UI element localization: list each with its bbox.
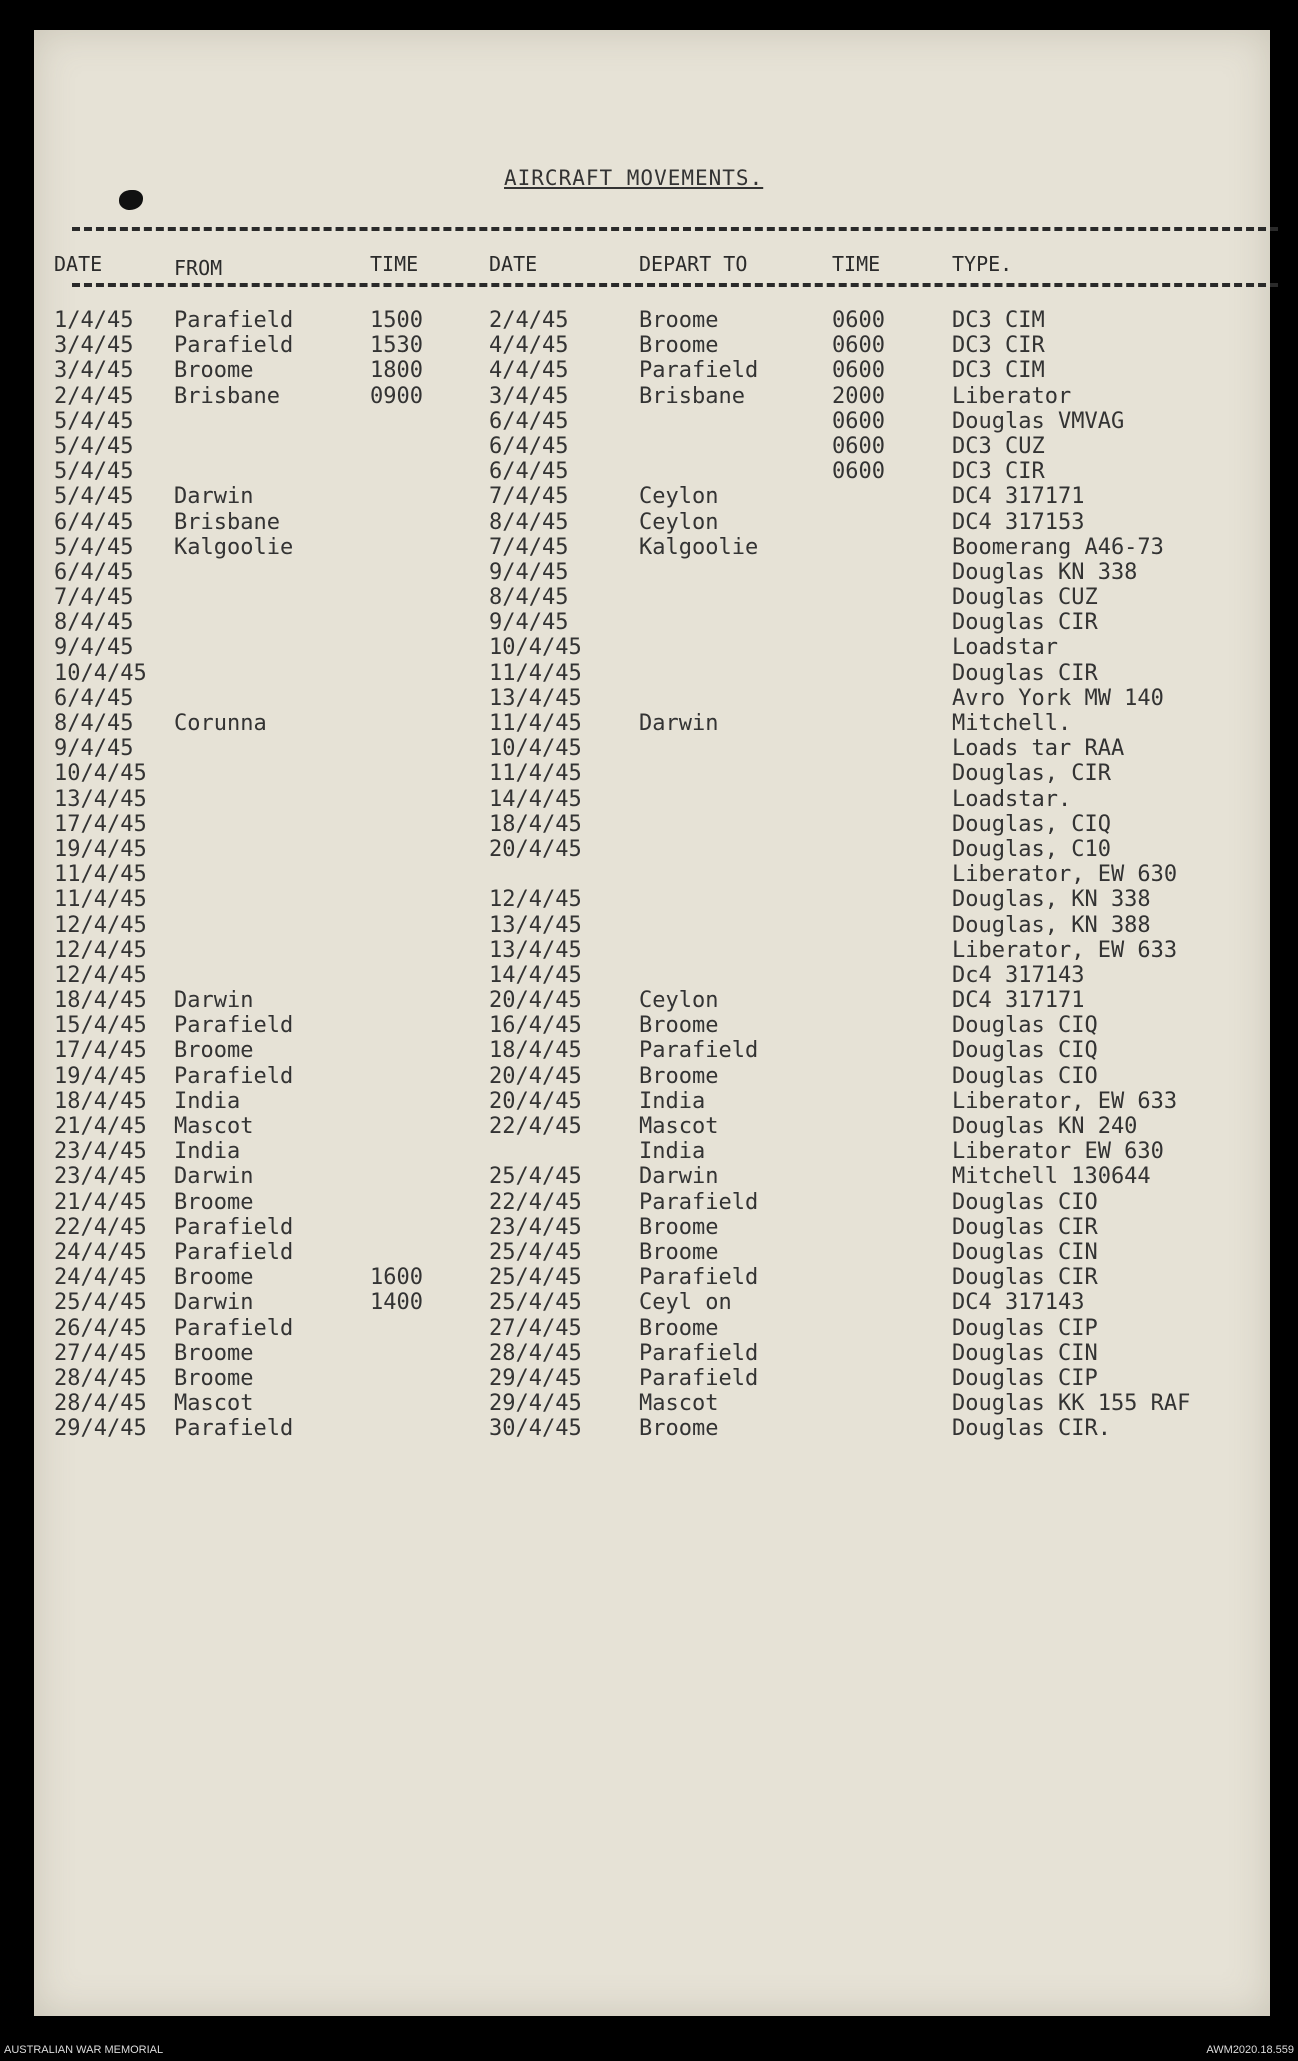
cell-arrive-date: 13/4/45 (489, 685, 582, 711)
cell-from: Parafield (174, 1214, 294, 1240)
cell-type: Loadstar (952, 635, 1058, 661)
table-row (34, 484, 1270, 509)
cell-time: 1800 (370, 358, 423, 384)
cell-type: Douglas CIN (952, 1239, 1098, 1265)
cell-from: Broome (174, 358, 254, 384)
cell-time: 0900 (370, 383, 423, 409)
cell-depart-time: 0600 (832, 408, 885, 434)
cell-depart-to: Parafield (639, 1265, 759, 1291)
cell-arrive-date: 14/4/45 (489, 786, 582, 812)
cell-arrive-date: 27/4/45 (489, 1315, 582, 1341)
cell-depart-time: 0600 (832, 333, 885, 359)
table-row (34, 938, 1270, 963)
table-row (34, 308, 1270, 333)
cell-date: 5/4/45 (54, 433, 134, 459)
cell-depart-to: Parafield (639, 1340, 759, 1366)
cell-date: 24/4/45 (54, 1239, 147, 1265)
cell-arrive-date: 6/4/45 (489, 408, 569, 434)
cell-type: Douglas CIR. (952, 1416, 1111, 1442)
table-row (34, 434, 1270, 459)
table-row (34, 686, 1270, 711)
cell-date: 9/4/45 (54, 736, 134, 762)
cell-date: 1/4/45 (54, 308, 134, 333)
cell-arrive-date: 20/4/45 (489, 836, 582, 862)
cell-date: 28/4/45 (54, 1365, 147, 1391)
cell-arrive-date: 4/4/45 (489, 358, 569, 384)
cell-arrive-date: 28/4/45 (489, 1340, 582, 1366)
cell-depart-to: Broome (639, 1063, 719, 1089)
cell-date: 21/4/45 (54, 1114, 147, 1139)
column-header-time-2: TIME (832, 252, 881, 276)
cell-type: Liberator, EW 633 (952, 1088, 1178, 1114)
cell-date: 6/4/45 (54, 509, 134, 535)
cell-type: Boomerang A46-73 (952, 534, 1164, 560)
cell-date: 24/4/45 (54, 1265, 147, 1291)
cell-date: 29/4/45 (54, 1416, 147, 1442)
cell-type: Dc4 317143 (952, 962, 1085, 988)
cell-arrive-date: 8/4/45 (489, 585, 569, 611)
cell-type: Douglas CIR (952, 610, 1098, 636)
cell-arrive-date: 20/4/45 (489, 1063, 582, 1089)
cell-date: 8/4/45 (54, 711, 134, 736)
table-row (34, 1114, 1270, 1139)
cell-date: 13/4/45 (54, 786, 147, 812)
table-row (34, 913, 1270, 938)
cell-arrive-date: 18/4/45 (489, 811, 582, 837)
cell-type: DC3 CIM (952, 308, 1045, 333)
cell-depart-to: Ceylon (639, 484, 719, 510)
cell-type: Douglas KK 155 RAF (952, 1391, 1191, 1417)
cell-from: Parafield (174, 1416, 294, 1442)
cell-type: Douglas KN 240 (952, 1114, 1138, 1139)
cell-type: Liberator (952, 383, 1072, 409)
cell-type: Douglas CIR (952, 660, 1098, 686)
cell-depart-to: Darwin (639, 711, 719, 736)
cell-depart-to: Ceyl on (639, 1290, 732, 1316)
cell-arrive-date: 7/4/45 (489, 534, 569, 560)
cell-time: 1530 (370, 333, 423, 359)
cell-date: 12/4/45 (54, 962, 147, 988)
cell-depart-to: Broome (639, 1315, 719, 1341)
cell-date: 23/4/45 (54, 1164, 147, 1190)
cell-from: Kalgoolie (174, 534, 294, 560)
cell-type: Avro York MW 140 (952, 685, 1164, 711)
cell-from: Darwin (174, 988, 254, 1014)
cell-depart-to: Brisbane (639, 383, 745, 409)
cell-type: Mitchell. (952, 711, 1072, 736)
cell-depart-time: 0600 (832, 358, 885, 384)
column-header-from: FROM (174, 256, 223, 280)
cell-type: Douglas, C10 (952, 836, 1111, 862)
cell-date: 15/4/45 (54, 1013, 147, 1039)
cell-depart-to: Darwin (639, 1164, 719, 1190)
column-header-type: TYPE. (952, 252, 1013, 276)
cell-depart-to: Mascot (639, 1391, 719, 1417)
cell-from: Parafield (174, 1013, 294, 1039)
cell-date: 25/4/45 (54, 1290, 147, 1316)
table-row (34, 1341, 1270, 1366)
cell-from: Broome (174, 1189, 254, 1215)
cell-depart-to: Broome (639, 1013, 719, 1039)
cell-arrive-date: 23/4/45 (489, 1214, 582, 1240)
cell-arrive-date: 25/4/45 (489, 1290, 582, 1316)
column-header-depart-to: DEPART TO (639, 252, 748, 276)
cell-from: Mascot (174, 1391, 254, 1417)
cell-type: Liberator EW 630 (952, 1139, 1164, 1165)
cell-arrive-date: 12/4/45 (489, 887, 582, 913)
cell-arrive-date: 14/4/45 (489, 962, 582, 988)
table-row (34, 837, 1270, 862)
cell-type: Douglas CUZ (952, 585, 1098, 611)
table-row (34, 535, 1270, 560)
cell-arrive-date: 10/4/45 (489, 736, 582, 762)
cell-from: Broome (174, 1340, 254, 1366)
cell-date: 22/4/45 (54, 1214, 147, 1240)
cell-from: India (174, 1088, 241, 1114)
table-row (34, 736, 1270, 761)
cell-depart-to: India (639, 1139, 706, 1165)
cell-depart-to: Broome (639, 1416, 719, 1442)
cell-depart-to: Ceylon (639, 988, 719, 1014)
cell-from: Parafield (174, 308, 294, 333)
cell-arrive-date: 11/4/45 (489, 660, 582, 686)
table-row (34, 459, 1270, 484)
cell-arrive-date: 22/4/45 (489, 1189, 582, 1215)
cell-arrive-date: 30/4/45 (489, 1416, 582, 1442)
footer-reference: AWM2020.18.559 (1206, 2044, 1294, 2056)
cell-date: 6/4/45 (54, 559, 134, 585)
cell-time: 1400 (370, 1290, 423, 1316)
cell-depart-to: Kalgoolie (639, 534, 759, 560)
header-rule-bottom (72, 283, 1278, 287)
cell-depart-to: Broome (639, 333, 719, 359)
cell-date: 12/4/45 (54, 937, 147, 963)
cell-date: 28/4/45 (54, 1391, 147, 1417)
cell-type: Douglas CIP (952, 1365, 1098, 1391)
cell-type: Douglas, CIR (952, 761, 1111, 787)
cell-type: DC4 317171 (952, 484, 1085, 510)
cell-type: Douglas CIQ (952, 1038, 1098, 1064)
cell-arrive-date: 8/4/45 (489, 509, 569, 535)
cell-date: 3/4/45 (54, 333, 134, 359)
table-row (34, 1038, 1270, 1063)
ink-blot (119, 190, 143, 210)
cell-depart-to: Mascot (639, 1114, 719, 1139)
cell-depart-to: Broome (639, 1239, 719, 1265)
table-row (34, 1290, 1270, 1315)
cell-arrive-date: 20/4/45 (489, 988, 582, 1014)
table-row (34, 1366, 1270, 1391)
cell-date: 5/4/45 (54, 459, 134, 485)
table-row (34, 963, 1270, 988)
table-row (34, 787, 1270, 812)
table-row (34, 1265, 1270, 1290)
header-rule-top (72, 227, 1278, 231)
page-title: AIRCRAFT MOVEMENTS. (504, 166, 764, 190)
cell-arrive-date: 11/4/45 (489, 711, 582, 736)
cell-arrive-date: 11/4/45 (489, 761, 582, 787)
cell-time: 1500 (370, 308, 423, 333)
cell-date: 5/4/45 (54, 534, 134, 560)
document-page (34, 30, 1270, 2016)
cell-type: DC3 CIR (952, 459, 1045, 485)
cell-arrive-date: 6/4/45 (489, 433, 569, 459)
cell-type: Mitchell 130644 (952, 1164, 1151, 1190)
cell-date: 21/4/45 (54, 1189, 147, 1215)
cell-depart-time: 2000 (832, 383, 885, 409)
table-row (34, 1164, 1270, 1189)
cell-date: 17/4/45 (54, 811, 147, 837)
cell-type: Liberator, EW 633 (952, 937, 1178, 963)
cell-arrive-date: 29/4/45 (489, 1365, 582, 1391)
cell-from: Darwin (174, 1290, 254, 1316)
movements-table (34, 308, 1270, 1441)
cell-date: 26/4/45 (54, 1315, 147, 1341)
table-row (34, 610, 1270, 635)
table-row (34, 1064, 1270, 1089)
cell-depart-time: 0600 (832, 433, 885, 459)
cell-arrive-date: 20/4/45 (489, 1088, 582, 1114)
cell-date: 5/4/45 (54, 484, 134, 510)
table-row (34, 1240, 1270, 1265)
cell-depart-to: Parafield (639, 1038, 759, 1064)
cell-arrive-date: 3/4/45 (489, 383, 569, 409)
cell-date: 17/4/45 (54, 1038, 147, 1064)
table-row (34, 1391, 1270, 1416)
cell-type: Douglas CIR (952, 1214, 1098, 1240)
cell-depart-to: Parafield (639, 358, 759, 384)
cell-arrive-date: 10/4/45 (489, 635, 582, 661)
table-row (34, 358, 1270, 383)
cell-depart-to: Parafield (639, 1365, 759, 1391)
table-row (34, 635, 1270, 660)
cell-date: 11/4/45 (54, 887, 147, 913)
cell-arrive-date: 4/4/45 (489, 333, 569, 359)
cell-arrive-date: 7/4/45 (489, 484, 569, 510)
cell-date: 18/4/45 (54, 988, 147, 1014)
cell-type: Douglas CIN (952, 1340, 1098, 1366)
cell-type: DC4 317153 (952, 509, 1085, 535)
cell-date: 12/4/45 (54, 912, 147, 938)
cell-arrive-date: 6/4/45 (489, 459, 569, 485)
cell-type: DC3 CUZ (952, 433, 1045, 459)
table-row (34, 585, 1270, 610)
cell-depart-to: Ceylon (639, 509, 719, 535)
table-row (34, 1416, 1270, 1441)
cell-date: 5/4/45 (54, 408, 134, 434)
cell-from: Parafield (174, 333, 294, 359)
cell-date: 10/4/45 (54, 660, 147, 686)
cell-date: 2/4/45 (54, 383, 134, 409)
cell-type: Douglas CIP (952, 1315, 1098, 1341)
cell-type: Douglas, CIQ (952, 811, 1111, 837)
cell-from: Parafield (174, 1315, 294, 1341)
table-row (34, 409, 1270, 434)
cell-type: Douglas CIO (952, 1063, 1098, 1089)
cell-from: Parafield (174, 1063, 294, 1089)
cell-date: 7/4/45 (54, 585, 134, 611)
cell-type: Douglas, KN 388 (952, 912, 1151, 938)
cell-arrive-date: 22/4/45 (489, 1114, 582, 1139)
cell-date: 23/4/45 (54, 1139, 147, 1165)
cell-date: 10/4/45 (54, 761, 147, 787)
table-row (34, 988, 1270, 1013)
table-row (34, 1089, 1270, 1114)
cell-type: Liberator, EW 630 (952, 862, 1178, 888)
cell-date: 27/4/45 (54, 1340, 147, 1366)
table-row (34, 711, 1270, 736)
cell-from: Parafield (174, 1239, 294, 1265)
cell-from: Darwin (174, 1164, 254, 1190)
cell-type: Douglas CIR (952, 1265, 1098, 1291)
cell-type: Loadstar. (952, 786, 1072, 812)
table-row (34, 384, 1270, 409)
cell-type: Douglas, KN 338 (952, 887, 1151, 913)
cell-type: DC3 CIR (952, 333, 1045, 359)
cell-date: 11/4/45 (54, 862, 147, 888)
table-row (34, 1139, 1270, 1164)
cell-arrive-date: 13/4/45 (489, 937, 582, 963)
cell-from: Broome (174, 1365, 254, 1391)
table-row (34, 862, 1270, 887)
cell-from: Broome (174, 1265, 254, 1291)
cell-type: DC4 317143 (952, 1290, 1085, 1316)
cell-type: Loads tar RAA (952, 736, 1125, 762)
cell-date: 8/4/45 (54, 610, 134, 636)
cell-date: 19/4/45 (54, 836, 147, 862)
cell-from: Mascot (174, 1114, 254, 1139)
cell-date: 3/4/45 (54, 358, 134, 384)
cell-time: 1600 (370, 1265, 423, 1291)
cell-type: Douglas VMVAG (952, 408, 1125, 434)
table-row (34, 510, 1270, 535)
cell-from: Broome (174, 1038, 254, 1064)
cell-depart-to: Broome (639, 1214, 719, 1240)
cell-arrive-date: 25/4/45 (489, 1164, 582, 1190)
table-row (34, 560, 1270, 585)
cell-depart-time: 0600 (832, 459, 885, 485)
table-row (34, 1013, 1270, 1038)
cell-depart-to: Parafield (639, 1189, 759, 1215)
cell-arrive-date: 13/4/45 (489, 912, 582, 938)
table-row (34, 661, 1270, 686)
cell-type: DC3 CIM (952, 358, 1045, 384)
cell-arrive-date: 25/4/45 (489, 1239, 582, 1265)
cell-date: 9/4/45 (54, 635, 134, 661)
cell-from: Brisbane (174, 509, 280, 535)
cell-from: Brisbane (174, 383, 280, 409)
cell-date: 18/4/45 (54, 1088, 147, 1114)
cell-depart-to: India (639, 1088, 706, 1114)
cell-arrive-date: 29/4/45 (489, 1391, 582, 1417)
column-header-time: TIME (370, 252, 419, 276)
cell-arrive-date: 25/4/45 (489, 1265, 582, 1291)
cell-arrive-date: 9/4/45 (489, 559, 569, 585)
cell-type: Douglas CIO (952, 1189, 1098, 1215)
column-header-date-2: DATE (489, 252, 538, 276)
cell-from: Corunna (174, 711, 267, 736)
cell-from: India (174, 1139, 241, 1165)
column-header-date: DATE (54, 252, 103, 276)
table-row (34, 1190, 1270, 1215)
table-row (34, 761, 1270, 786)
cell-date: 19/4/45 (54, 1063, 147, 1089)
cell-depart-time: 0600 (832, 308, 885, 333)
cell-type: Douglas KN 338 (952, 559, 1138, 585)
cell-arrive-date: 9/4/45 (489, 610, 569, 636)
table-row (34, 812, 1270, 837)
cell-arrive-date: 2/4/45 (489, 308, 569, 333)
cell-from: Darwin (174, 484, 254, 510)
table-row (34, 1316, 1270, 1341)
cell-depart-to: Broome (639, 308, 719, 333)
table-row (34, 333, 1270, 358)
cell-arrive-date: 18/4/45 (489, 1038, 582, 1064)
cell-type: DC4 317171 (952, 988, 1085, 1014)
cell-date: 6/4/45 (54, 685, 134, 711)
cell-type: Douglas CIQ (952, 1013, 1098, 1039)
table-row (34, 887, 1270, 912)
cell-arrive-date: 16/4/45 (489, 1013, 582, 1039)
footer-source: AUSTRALIAN WAR MEMORIAL (4, 2044, 164, 2056)
table-row (34, 1215, 1270, 1240)
